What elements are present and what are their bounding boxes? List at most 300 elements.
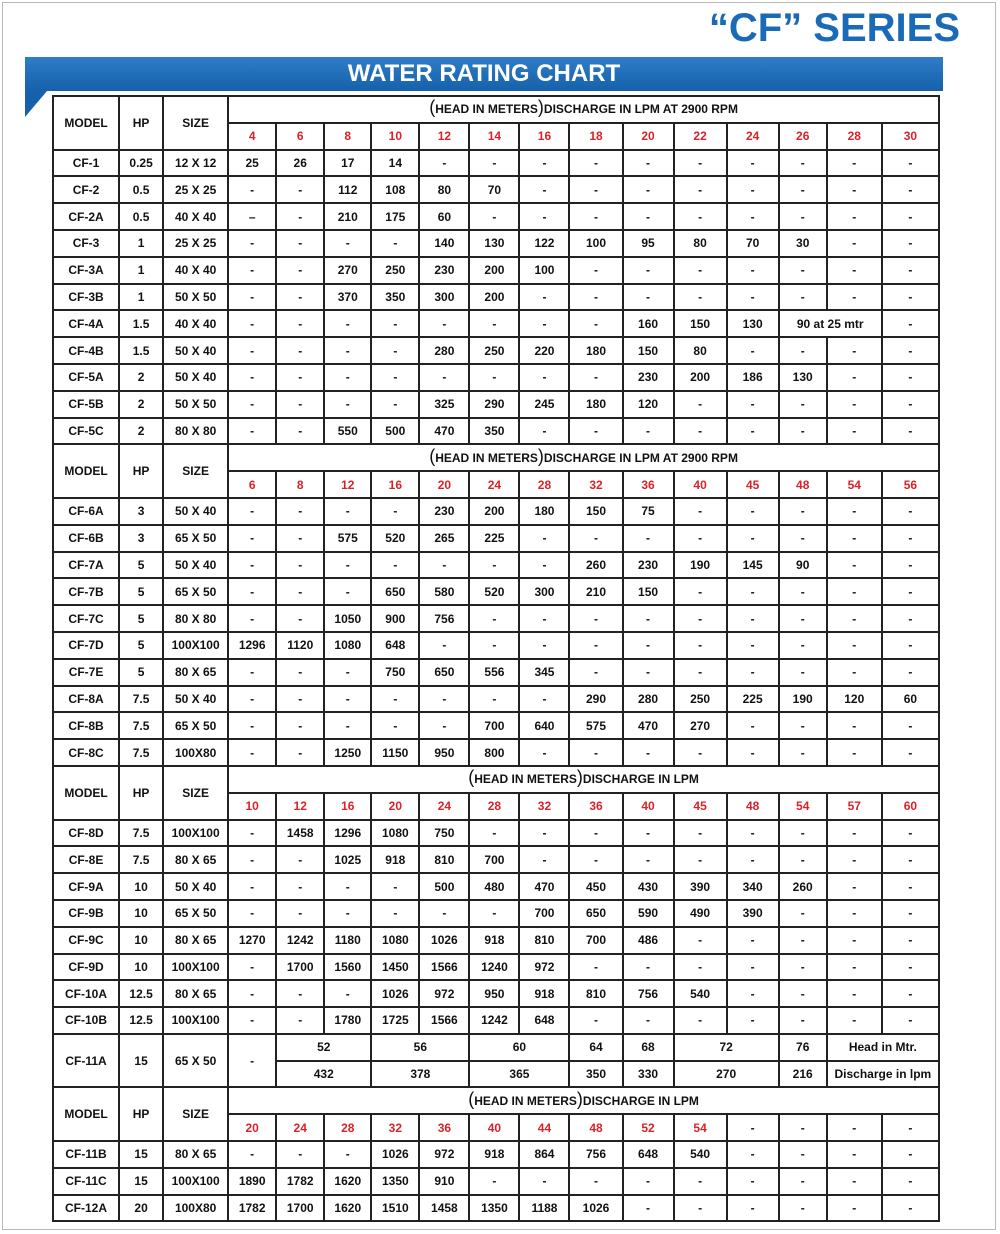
discharge-cell: - (276, 578, 324, 605)
head-value: 26 (779, 123, 827, 150)
discharge-cell: - (727, 578, 779, 605)
discharge-cell: 1026 (569, 1195, 622, 1222)
discharge-cell: - (827, 632, 882, 659)
size-cell: 80 X 65 (163, 927, 228, 954)
size-cell: 25 X 25 (163, 176, 228, 203)
discharge-cell: - (727, 525, 779, 552)
model-cell: CF-8B (53, 712, 119, 739)
discharge-cell: - (371, 498, 419, 525)
discharge-cell: - (623, 150, 674, 177)
discharge-cell: - (519, 418, 569, 445)
caption-paren-close: ) (537, 97, 544, 118)
head-value: 28 (469, 793, 519, 820)
head-value: 18 (569, 123, 622, 150)
discharge-cell: 1458 (276, 820, 324, 847)
head-value: 48 (727, 793, 779, 820)
discharge-cell: - (727, 1168, 779, 1195)
discharge-cell: - (276, 230, 324, 257)
discharge-cell: - (469, 552, 519, 579)
discharge-cell: 230 (419, 257, 469, 284)
head-value: 16 (324, 793, 371, 820)
discharge-cell: 486 (623, 927, 674, 954)
discharge-cell: 210 (569, 578, 622, 605)
discharge-cell: 700 (469, 846, 519, 873)
discharge-cell: - (727, 1007, 779, 1034)
discharge-cell: 108 (371, 176, 419, 203)
discharge-cell: - (519, 150, 569, 177)
head-value: 22 (674, 123, 727, 150)
discharge-cell: 120 (623, 391, 674, 418)
discharge-cell: - (727, 739, 779, 766)
head-value: 20 (228, 1114, 276, 1141)
discharge-cell: 540 (674, 980, 727, 1007)
size-cell: 65 X 50 (163, 525, 228, 552)
discharge-cell: - (569, 176, 622, 203)
special-head-cell: 56 (371, 1034, 469, 1061)
discharge-cell: - (519, 605, 569, 632)
model-cell: CF-6A (53, 498, 119, 525)
head-value: - (727, 1114, 779, 1141)
discharge-cell: - (882, 820, 939, 847)
model-column-header: MODEL (53, 444, 119, 498)
discharge-cell: 190 (779, 686, 827, 713)
discharge-cell: - (324, 230, 371, 257)
discharge-cell: - (228, 176, 276, 203)
special-discharge-cell: 350 (569, 1061, 622, 1088)
size-cell: 25 X 25 (163, 230, 228, 257)
discharge-cell: - (519, 820, 569, 847)
discharge-cell: 1080 (371, 820, 419, 847)
discharge-cell: - (882, 1168, 939, 1195)
discharge-cell: 1296 (324, 820, 371, 847)
table-row (53, 150, 939, 177)
discharge-cell: - (469, 150, 519, 177)
head-value: 6 (228, 471, 276, 498)
discharge-cell: - (674, 498, 727, 525)
discharge-cell: - (827, 900, 882, 927)
discharge-cell: - (623, 605, 674, 632)
discharge-cell: - (827, 525, 882, 552)
size-cell: 80 X 65 (163, 980, 228, 1007)
head-value: 10 (371, 123, 419, 150)
discharge-cell: - (882, 739, 939, 766)
discharge-cell: - (827, 739, 882, 766)
discharge-cell: - (228, 1034, 276, 1088)
discharge-cell: - (371, 391, 419, 418)
size-cell: 100X100 (163, 1007, 228, 1034)
discharge-cell: - (674, 1168, 727, 1195)
discharge-cell: - (727, 337, 779, 364)
discharge-cell: - (882, 150, 939, 177)
discharge-cell: 225 (727, 686, 779, 713)
discharge-cell: 470 (519, 873, 569, 900)
table-row (53, 605, 939, 632)
size-cell: 100X100 (163, 820, 228, 847)
special-head-cell: 68 (623, 1034, 674, 1061)
discharge-cell: 112 (324, 176, 371, 203)
discharge-cell: - (228, 418, 276, 445)
discharge-cell: 1180 (324, 927, 371, 954)
discharge-cell: - (827, 846, 882, 873)
head-value: 60 (882, 793, 939, 820)
head-value: 14 (469, 123, 519, 150)
discharge-cell: 556 (469, 659, 519, 686)
head-value: 45 (674, 793, 727, 820)
discharge-cell: - (519, 284, 569, 311)
discharge-cell: - (674, 1007, 727, 1034)
discharge-cell: - (882, 230, 939, 257)
head-value: 24 (469, 471, 519, 498)
discharge-cell: - (228, 605, 276, 632)
head-value: 32 (569, 471, 622, 498)
discharge-cell: 1296 (228, 632, 276, 659)
special-discharge-cell: 270 (674, 1061, 779, 1088)
hp-cell: 7.5 (119, 820, 163, 847)
discharge-cell: - (882, 846, 939, 873)
discharge-cell: 122 (519, 230, 569, 257)
discharge-cell: - (882, 203, 939, 230)
caption-paren-open: ( (468, 1088, 475, 1109)
table-row (53, 578, 939, 605)
discharge-cell: 950 (469, 980, 519, 1007)
table-row (53, 632, 939, 659)
table-row (53, 498, 939, 525)
head-value: 48 (569, 1114, 622, 1141)
discharge-cell: - (324, 873, 371, 900)
table-row (53, 552, 939, 579)
discharge-cell: 1025 (324, 846, 371, 873)
size-cell: 50 X 40 (163, 686, 228, 713)
discharge-cell: - (727, 605, 779, 632)
discharge-cell: 75 (623, 498, 674, 525)
size-cell: 40 X 40 (163, 257, 228, 284)
discharge-cell: - (276, 203, 324, 230)
discharge-cell: - (623, 1195, 674, 1222)
discharge-cell: - (276, 686, 324, 713)
discharge-cell: - (827, 257, 882, 284)
discharge-cell: - (324, 310, 371, 337)
discharge-cell: - (519, 176, 569, 203)
size-cell: 100X100 (163, 1168, 228, 1195)
discharge-cell: - (779, 150, 827, 177)
discharge-cell: - (827, 1195, 882, 1222)
discharge-cell: 1510 (371, 1195, 419, 1222)
head-value: - (882, 1114, 939, 1141)
model-cell: CF-2A (53, 203, 119, 230)
discharge-cell: - (674, 846, 727, 873)
discharge-cell: - (882, 578, 939, 605)
discharge-cell: 1782 (228, 1195, 276, 1222)
model-cell: CF-7E (53, 659, 119, 686)
head-value: 20 (623, 123, 674, 150)
caption-tail: DISCHARGE IN LPM (582, 772, 699, 787)
discharge-cell: - (882, 873, 939, 900)
discharge-cell: - (623, 846, 674, 873)
discharge-cell: 175 (371, 203, 419, 230)
discharge-cell: - (727, 954, 779, 981)
discharge-cell: - (623, 203, 674, 230)
size-cell: 50 X 40 (163, 364, 228, 391)
model-cell: CF-5A (53, 364, 119, 391)
head-value: 52 (623, 1114, 674, 1141)
discharge-cell: 350 (371, 284, 419, 311)
discharge-cell: 1150 (371, 739, 419, 766)
size-cell: 100X100 (163, 632, 228, 659)
discharge-cell: 265 (419, 525, 469, 552)
discharge-cell: - (569, 605, 622, 632)
discharge-cell: - (569, 1007, 622, 1034)
discharge-cell: - (371, 900, 419, 927)
size-cell: 50 X 40 (163, 498, 228, 525)
discharge-cell: 1026 (371, 980, 419, 1007)
discharge-cell: - (276, 1141, 324, 1168)
table-row (53, 686, 939, 713)
discharge-cell: - (228, 712, 276, 739)
discharge-cell: - (779, 337, 827, 364)
size-cell: 80 X 80 (163, 418, 228, 445)
discharge-cell: 810 (419, 846, 469, 873)
discharge-cell: - (779, 284, 827, 311)
discharge-cell: - (623, 954, 674, 981)
model-cell: CF-1 (53, 150, 119, 177)
discharge-cell: - (623, 418, 674, 445)
discharge-cell: 1725 (371, 1007, 419, 1034)
discharge-cell: - (779, 659, 827, 686)
model-cell: CF-3B (53, 284, 119, 311)
discharge-cell: 90 (779, 552, 827, 579)
discharge-cell: - (324, 552, 371, 579)
discharge-cell: - (371, 552, 419, 579)
discharge-cell: 230 (623, 364, 674, 391)
table-row (53, 203, 939, 230)
hp-cell: 7.5 (119, 686, 163, 713)
model-cell: CF-11C (53, 1168, 119, 1195)
discharge-cell: - (569, 1168, 622, 1195)
head-value: 28 (519, 471, 569, 498)
discharge-cell: - (276, 498, 324, 525)
head-value: 20 (419, 471, 469, 498)
discharge-cell: 972 (419, 1141, 469, 1168)
head-value: 24 (276, 1114, 324, 1141)
hp-cell: 0.5 (119, 203, 163, 230)
discharge-cell: - (827, 337, 882, 364)
caption-paren-open: ( (429, 445, 436, 466)
table-row (53, 980, 939, 1007)
discharge-cell: - (228, 498, 276, 525)
head-value: 12 (419, 123, 469, 150)
discharge-cell: - (276, 980, 324, 1007)
discharge-cell: - (276, 873, 324, 900)
discharge-cell: - (827, 1168, 882, 1195)
caption-paren-close: ) (537, 445, 544, 466)
discharge-cell: - (469, 686, 519, 713)
head-value: - (827, 1114, 882, 1141)
discharge-cell: 756 (623, 980, 674, 1007)
discharge-cell: 160 (623, 310, 674, 337)
discharge-cell: - (779, 1168, 827, 1195)
discharge-cell: - (779, 820, 827, 847)
discharge-cell: 650 (569, 900, 622, 927)
discharge-cell: 14 (371, 150, 419, 177)
discharge-cell: - (779, 418, 827, 445)
discharge-cell: 640 (519, 712, 569, 739)
discharge-cell: - (228, 364, 276, 391)
discharge-cell: - (727, 498, 779, 525)
discharge-cell: - (276, 900, 324, 927)
discharge-cell: - (469, 203, 519, 230)
special-discharge-cell: 432 (276, 1061, 371, 1088)
discharge-cell: 756 (419, 605, 469, 632)
discharge-cell: 700 (569, 927, 622, 954)
hp-cell: 7.5 (119, 846, 163, 873)
discharge-cell: - (623, 257, 674, 284)
discharge-cell: - (727, 927, 779, 954)
discharge-cell: 540 (674, 1141, 727, 1168)
discharge-cell: - (827, 176, 882, 203)
discharge-cell: - (228, 659, 276, 686)
discharge-cell: - (228, 1007, 276, 1034)
discharge-cell: - (882, 364, 939, 391)
discharge-cell: - (519, 525, 569, 552)
size-cell: 80 X 80 (163, 605, 228, 632)
caption-main: HEAD IN METERS (435, 102, 538, 117)
hp-cell: 1.5 (119, 310, 163, 337)
discharge-cell: 918 (469, 1141, 519, 1168)
model-cell: CF-2 (53, 176, 119, 203)
head-value: 24 (419, 793, 469, 820)
discharge-cell: - (827, 1141, 882, 1168)
discharge-cell: 918 (519, 980, 569, 1007)
discharge-cell: - (674, 820, 727, 847)
discharge-cell: 225 (469, 525, 519, 552)
caption-paren-open: ( (468, 767, 475, 788)
section-header-row (53, 96, 939, 123)
size-cell: 80 X 65 (163, 1141, 228, 1168)
discharge-cell: - (779, 525, 827, 552)
discharge-cell: - (779, 1141, 827, 1168)
discharge-cell: - (882, 257, 939, 284)
discharge-cell: 1620 (324, 1168, 371, 1195)
model-cell: CF-7D (53, 632, 119, 659)
discharge-cell: 80 (674, 230, 727, 257)
discharge-cell: 480 (469, 873, 519, 900)
discharge-cell: - (779, 927, 827, 954)
head-value: 40 (469, 1114, 519, 1141)
hp-cell: 10 (119, 927, 163, 954)
discharge-cell: 245 (519, 391, 569, 418)
discharge-cell: 1080 (371, 927, 419, 954)
table-row (53, 176, 939, 203)
discharge-cell: - (727, 257, 779, 284)
discharge-cell: - (623, 659, 674, 686)
discharge-cell: - (469, 310, 519, 337)
discharge-cell: - (779, 578, 827, 605)
discharge-cell: - (419, 632, 469, 659)
discharge-cell: - (882, 659, 939, 686)
model-cell: CF-6B (53, 525, 119, 552)
size-cell: 50 X 40 (163, 337, 228, 364)
discharge-cell: - (419, 310, 469, 337)
discharge-cell: - (674, 927, 727, 954)
discharge-cell: 1566 (419, 1007, 469, 1034)
discharge-cell: 1782 (276, 1168, 324, 1195)
discharge-cell: - (727, 391, 779, 418)
discharge-cell: - (419, 686, 469, 713)
discharge-cell: - (324, 900, 371, 927)
discharge-cell: - (569, 846, 622, 873)
discharge-cell: - (882, 954, 939, 981)
discharge-cell: - (419, 150, 469, 177)
head-label-cell: Head in Mtr. (827, 1034, 939, 1061)
discharge-cell: - (827, 418, 882, 445)
discharge-cell: 300 (419, 284, 469, 311)
discharge-cell: 648 (623, 1141, 674, 1168)
discharge-cell: 1566 (419, 954, 469, 981)
discharge-cell: - (276, 257, 324, 284)
discharge-cell: 800 (469, 739, 519, 766)
discharge-cell: - (419, 552, 469, 579)
discharge-cell: - (276, 552, 324, 579)
discharge-cell: - (882, 605, 939, 632)
model-cell: CF-8C (53, 739, 119, 766)
discharge-cell: 575 (324, 525, 371, 552)
head-value: 16 (519, 123, 569, 150)
head-value: 48 (779, 471, 827, 498)
discharge-cell: 200 (469, 257, 519, 284)
table-row (53, 364, 939, 391)
discharge-cell: - (727, 659, 779, 686)
discharge-cell: 972 (419, 980, 469, 1007)
discharge-cell: 80 (674, 337, 727, 364)
discharge-cell: 1188 (519, 1195, 569, 1222)
discharge-cell: - (882, 525, 939, 552)
discharge-cell: - (827, 552, 882, 579)
discharge-cell: - (882, 391, 939, 418)
section-caption (228, 766, 939, 793)
discharge-cell: - (228, 846, 276, 873)
discharge-cell: 370 (324, 284, 371, 311)
discharge-cell: - (779, 632, 827, 659)
discharge-cell: - (276, 739, 324, 766)
discharge-cell: 1242 (469, 1007, 519, 1034)
size-column-header: SIZE (163, 96, 228, 150)
table-row-special-head (53, 1034, 939, 1061)
discharge-cell: - (276, 337, 324, 364)
discharge-cell: - (727, 1195, 779, 1222)
caption-tail: DISCHARGE IN LPM AT 2900 RPM (543, 102, 738, 117)
hp-column-header: HP (119, 1087, 163, 1141)
discharge-cell: 280 (623, 686, 674, 713)
hp-cell: 15 (119, 1168, 163, 1195)
discharge-cell: - (519, 364, 569, 391)
model-column-header: MODEL (53, 1087, 119, 1141)
discharge-cell: - (276, 525, 324, 552)
discharge-cell: - (827, 873, 882, 900)
discharge-cell: - (569, 364, 622, 391)
hp-cell: 1 (119, 284, 163, 311)
size-cell: 50 X 50 (163, 284, 228, 311)
table-row (53, 1141, 939, 1168)
head-value: 6 (276, 123, 324, 150)
hp-cell: 1 (119, 257, 163, 284)
series-title: “CF” SERIES (708, 6, 960, 50)
discharge-cell: - (569, 418, 622, 445)
discharge-cell: 210 (324, 203, 371, 230)
hp-cell: 5 (119, 659, 163, 686)
discharge-cell: 345 (519, 659, 569, 686)
discharge-cell: 1270 (228, 927, 276, 954)
discharge-cell: 550 (324, 418, 371, 445)
